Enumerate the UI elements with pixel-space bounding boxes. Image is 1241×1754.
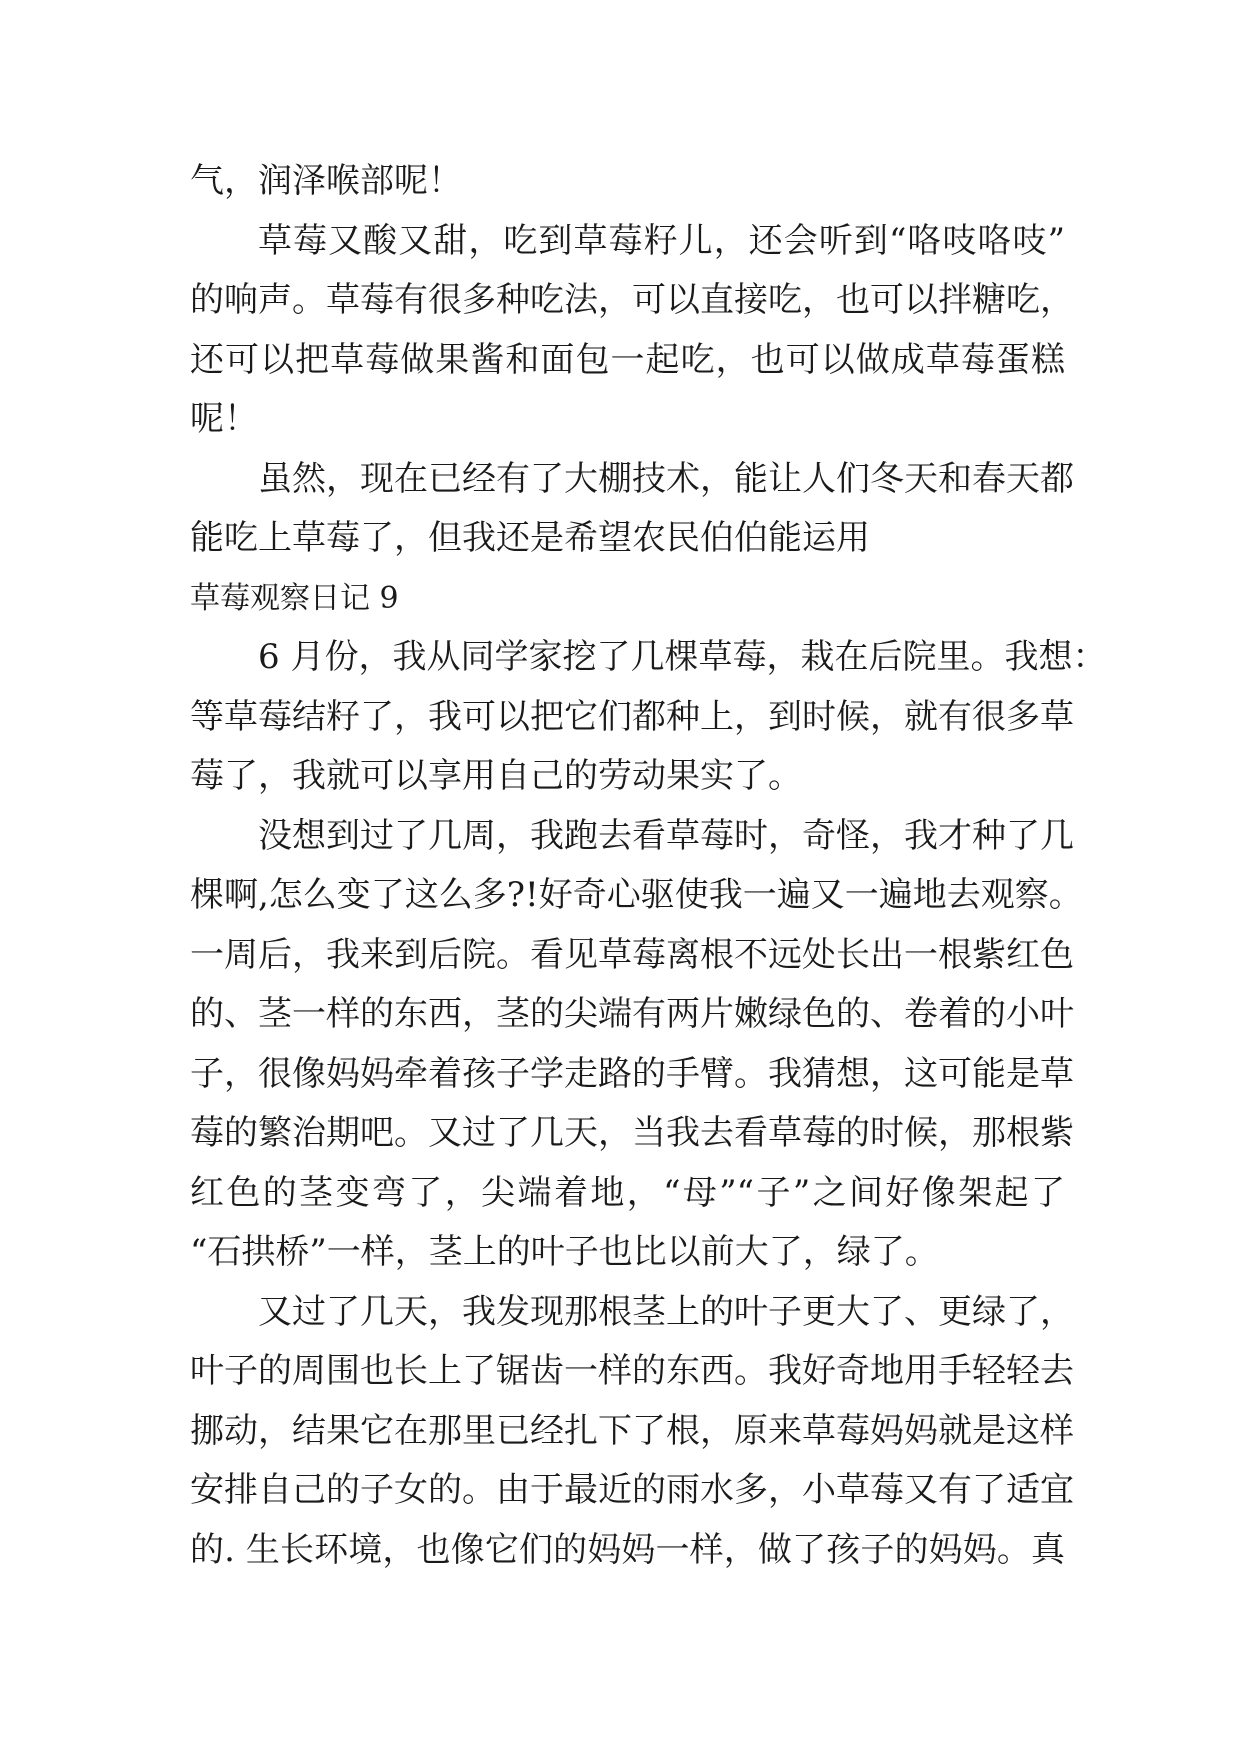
text-line: 红色的茎变弯了，尖端着地，“母”“子”之间好像架起了 xyxy=(190,1172,1065,1213)
section-title: 草莓观察日记 9 xyxy=(190,580,399,616)
text-line: 还可以把草莓做果酱和面包一起吃，也可以做成草莓蛋糕 xyxy=(190,339,1065,380)
text-line: 一周后，我来到后院。看见草莓离根不远处长出一根紫红色 xyxy=(190,934,1074,975)
text-line: 草莓又酸又甜，吃到草莓籽儿，还会听到“咯吱咯吱” xyxy=(258,220,1065,261)
document-body xyxy=(190,152,1107,1580)
text-line: 挪动，结果它在那里已经扎下了根，原来草莓妈妈就是这样 xyxy=(190,1410,1074,1451)
text-line: 等草莓结籽了，我可以把它们都种上，到时候，就有很多草 xyxy=(190,696,1074,737)
text-line: 棵啊,怎么变了这么多?!好奇心驱使我一遍又一遍地去观察。 xyxy=(190,875,1083,915)
text-line: 的、茎一样的东西，茎的尖端有两片嫩绿色的、卷着的小叶 xyxy=(190,994,1074,1034)
text-line: 气，润泽喉部呢！ xyxy=(190,161,462,201)
text-line: 的. 生长环境，也像它们的妈妈一样，做了孩子的妈妈。真 xyxy=(190,1529,1065,1570)
text-line: 的响声。草莓有很多种吃法，可以直接吃，也可以拌糖吃， xyxy=(190,280,1074,320)
text-line: 虽然，现在已经有了大棚技术，能让人们冬天和春天都 xyxy=(258,458,1074,499)
text-line: 6 月份，我从同学家挖了几棵草莓，栽在后院里。我想： xyxy=(258,637,1107,677)
text-line: 能吃上草莓了，但我还是希望农民伯伯能运用 xyxy=(190,518,870,558)
text-line: 莓了，我就可以享用自己的劳动果实了。 xyxy=(190,756,802,796)
text-line: 子，很像妈妈牵着孩子学走路的手臂。我猜想，这可能是草 xyxy=(190,1053,1074,1094)
text-line: 安排自己的子女的。由于最近的雨水多，小草莓又有了适宜 xyxy=(190,1470,1074,1510)
text-line: 又过了几天，我发现那根茎上的叶子更大了、更绿了， xyxy=(258,1291,1074,1332)
text-line: 没想到过了几周，我跑去看草莓时，奇怪，我才种了几 xyxy=(258,815,1074,856)
text-line: 呢！ xyxy=(190,399,258,439)
text-line: 叶子的周围也长上了锯齿一样的东西。我好奇地用手轻轻去 xyxy=(190,1351,1074,1391)
text-line: “石拱桥”一样，茎上的叶子也比以前大了，绿了。 xyxy=(190,1232,939,1272)
text-line: 莓的繁治期吧。又过了几天，当我去看草莓的时候，那根紫 xyxy=(190,1113,1074,1153)
